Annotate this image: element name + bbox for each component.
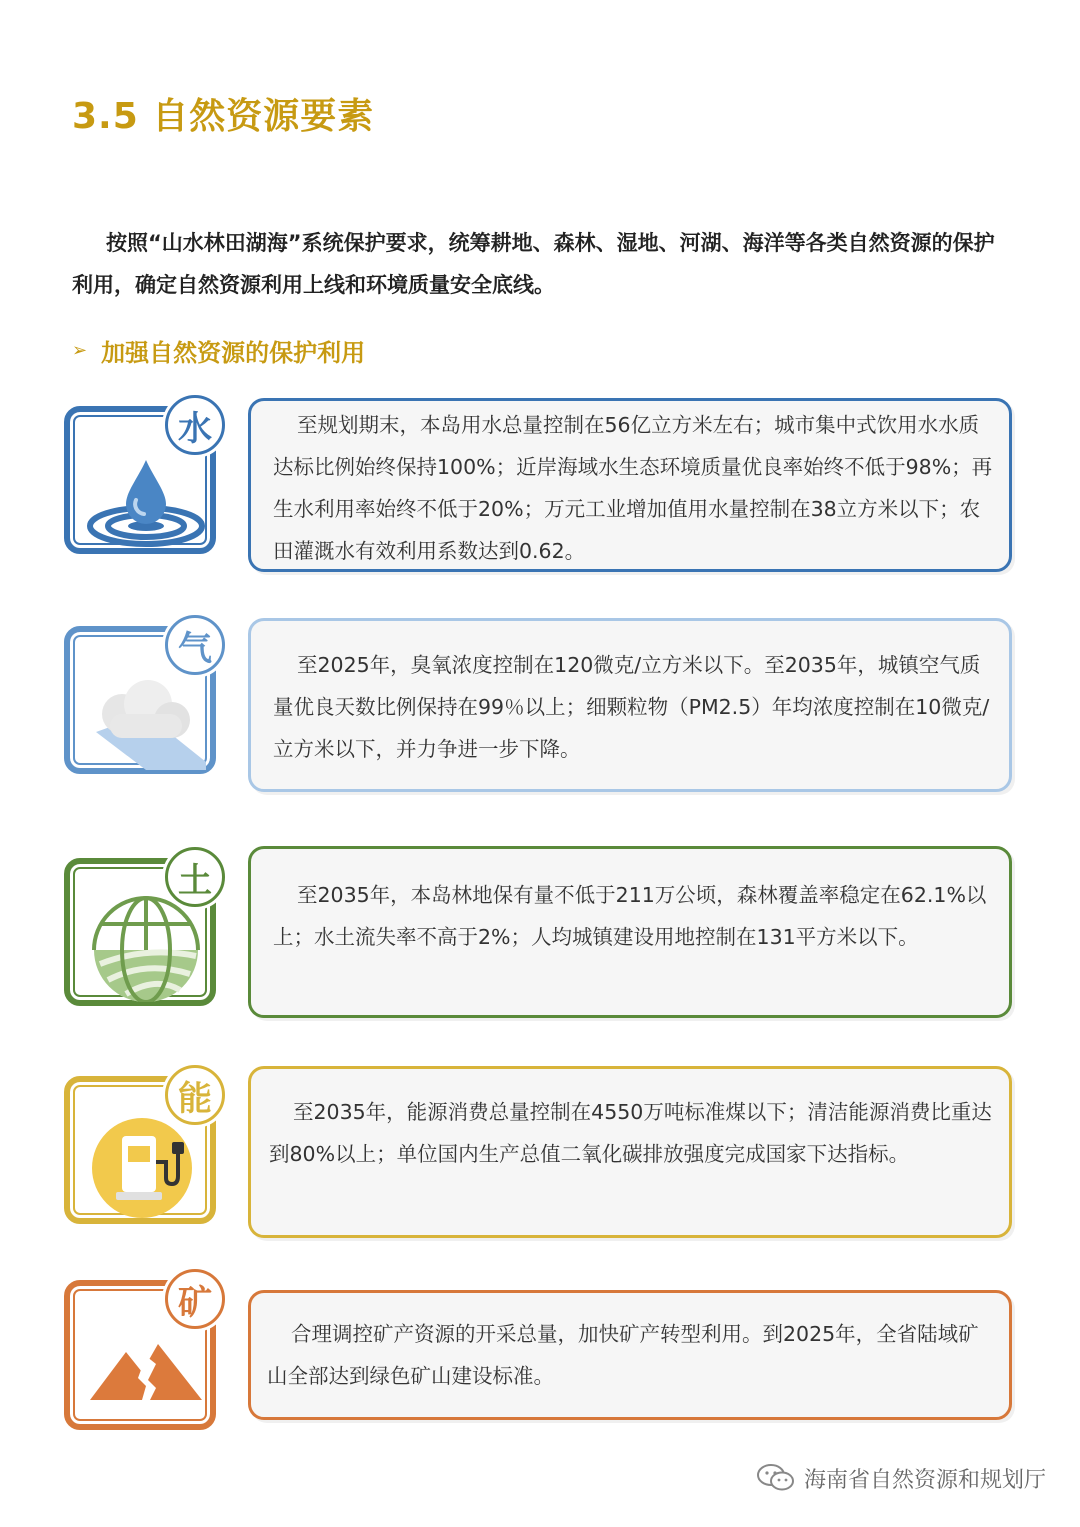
item-text: 至2025年，臭氧浓度控制在120微克/立方米以下。至2035年，城镇空气质量优良天数比例保持在99％以上；细颗粒物（PM2.5）年均浓度控制在10微克/立方米以下，并力争进一步下降。 (248, 618, 1012, 792)
arrow-bullet-icon: ➢ (72, 340, 88, 361)
wechat-icon (756, 1462, 796, 1494)
intro-paragraph: 按照“山水林田湖海”系统保护要求，统筹耕地、森林、湿地、河湖、海洋等各类自然资源的保护利用，确定自然资源利用上线和环境质量安全底线。 (72, 231, 995, 297)
item-text: 合理调控矿产资源的开采总量，加快矿产转型利用。到2025年，全省陆域矿山全部达到绿色矿山建设标准。 (248, 1290, 1012, 1420)
section-heading (72, 333, 365, 368)
resource-item-energy (64, 1062, 1012, 1242)
page-title: 3.5 自然资源要素 (72, 96, 375, 137)
badge-water: 水 (162, 392, 228, 458)
water-drop-icon (86, 442, 206, 550)
item-text: 至2035年，本岛林地保有量不低于211万公顷，森林覆盖率稳定在62.1%以上；水土流失率不高于2%；人均城镇建设用地控制在131平方米以下。 (248, 846, 1012, 1018)
cloud-icon (86, 662, 206, 770)
item-text: 至2035年，能源消费总量控制在4550万吨标准煤以下；清洁能源消费比重达到80%以上；单位国内生产总值二氧化碳排放强度完成国家下达指标。 (248, 1066, 1012, 1238)
badge-mineral: 矿 (162, 1266, 228, 1332)
resource-item-land (64, 844, 1012, 1024)
footer-watermark (756, 1462, 1046, 1494)
item-text: 至规划期末，本岛用水总量控制在56亿立方米左右；城市集中式饮用水水质达标比例始终保持100%；近岸海域水生态环境质量优良率始终不低于98%；再生水利用率始终不低于20%；万元工业增加值用水量控制在38立方米以下；农田灌溉水有效利用系数达到0.62。 (248, 398, 1012, 572)
mountain-icon (86, 1316, 206, 1424)
resource-item-air (64, 612, 1012, 792)
footer-text: 海南省自然资源和规划厅 (803, 1467, 1046, 1493)
badge-air: 气 (162, 612, 228, 678)
badge-land: 土 (162, 844, 228, 910)
globe-field-icon (86, 894, 206, 1002)
charging-station-icon (86, 1112, 206, 1220)
section-title: 加强自然资源的保护利用 (101, 339, 366, 367)
badge-energy: 能 (162, 1062, 228, 1128)
resource-item-mineral (64, 1266, 1012, 1434)
resource-item-water (64, 392, 1012, 572)
